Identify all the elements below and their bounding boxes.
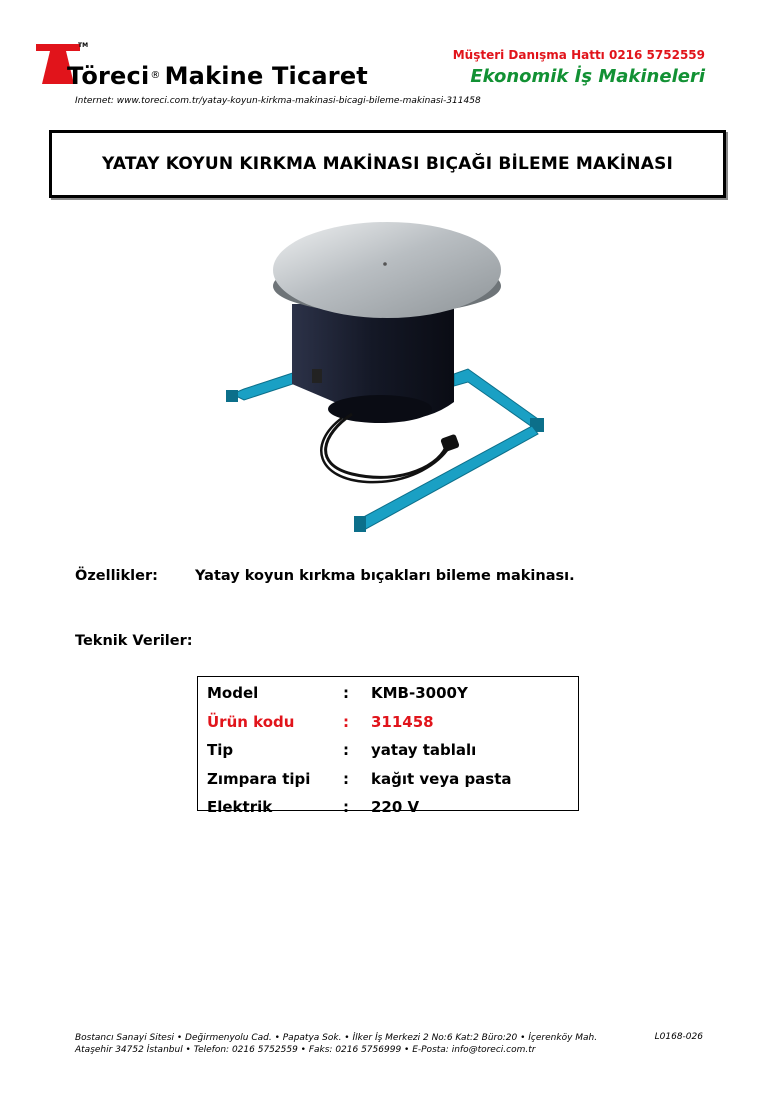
spec-value: kağıt veya pasta <box>371 769 512 788</box>
spec-key: Model <box>207 684 259 703</box>
spec-row-product-code <box>198 708 578 737</box>
spec-separator: : <box>343 712 349 731</box>
spec-value: KMB-3000Y <box>371 684 468 703</box>
spec-row-type <box>198 736 578 765</box>
customer-hotline: Müşteri Danışma Hattı 0216 5752559 <box>452 48 705 62</box>
spec-row-sandpaper-type <box>198 765 578 794</box>
spec-table <box>197 676 579 817</box>
features-label: Özellikler: <box>75 568 158 584</box>
page-url[interactable]: Internet: www.toreci.com.tr/yatay-koyun-kirkma-makinasi-bicagi-bileme-makinasi-311458 <box>75 96 481 106</box>
brand-title: Töreci® Makine Ticaret <box>67 62 368 90</box>
slogan: Ekonomik İş Makineleri <box>470 66 705 87</box>
footer-address <box>75 1032 597 1056</box>
spec-separator: : <box>343 741 349 760</box>
page-title: YATAY KOYUN KIRKMA MAKİNASI BIÇAĞI BİLEME MAKİNASI <box>101 154 674 174</box>
title-box <box>49 130 726 198</box>
spec-key: Zımpara tipi <box>207 769 311 788</box>
spec-value: 220 V <box>371 798 420 817</box>
spec-key: Elektrik <box>207 798 273 817</box>
footer-line-2: Ataşehir 34752 İstanbul • Telefon: 0216 5752559 • Faks: 0216 5756999 • E-Posta: info@toreci.com.tr <box>75 1045 536 1055</box>
technical-data-label: Teknik Veriler: <box>75 633 193 649</box>
features-text: Yatay koyun kırkma bıçakları bileme makinası. <box>195 568 575 584</box>
footer-line-1: Bostancı Sanayi Sitesi • Değirmenyolu Cad. • Papatya Sok. • İlker İş Merkezi 2 No:6 Kat:2 Büro:20 • İçerenköy Mah. <box>75 1033 598 1043</box>
spec-value: yatay tablalı <box>371 741 477 760</box>
product-image <box>192 204 582 544</box>
spec-separator: : <box>343 684 349 703</box>
document-code: L0168-026 <box>654 1032 703 1042</box>
spec-separator: : <box>343 769 349 788</box>
spec-row-electric <box>198 793 578 822</box>
spec-row-model <box>198 679 578 708</box>
spec-key: Ürün kodu <box>207 712 295 731</box>
spec-separator: : <box>343 798 349 817</box>
spec-value: 311458 <box>371 712 434 731</box>
trademark-mark: TM <box>78 42 89 49</box>
spec-key: Tip <box>207 741 234 760</box>
